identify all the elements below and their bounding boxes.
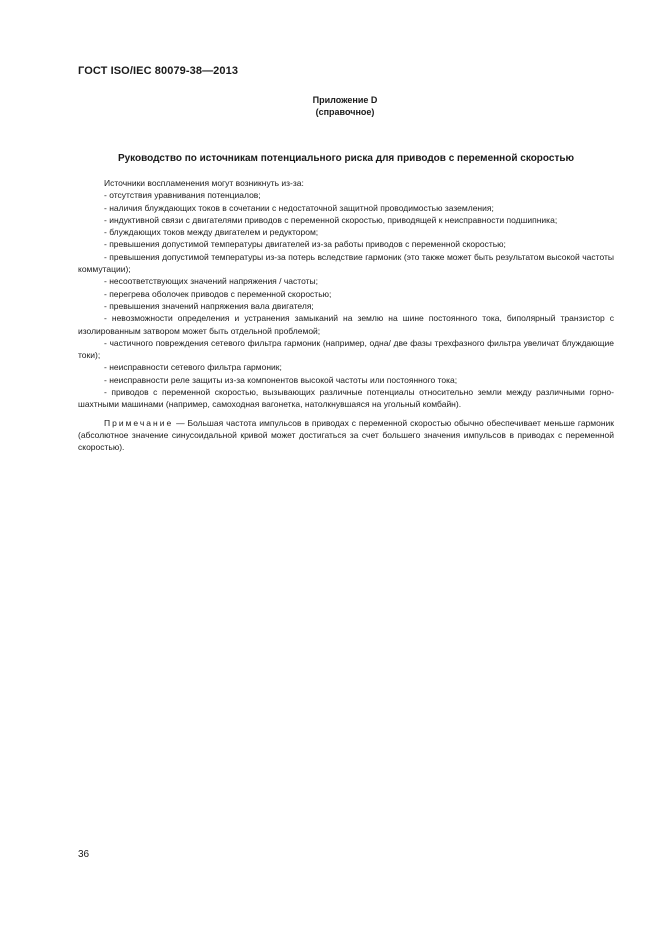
list-item: - невозможности определения и устранения замыканий на землю на шине постоянного тока, биполярный транзистор с изолированным затвором может быть отдельной проблемой; — [78, 313, 614, 336]
list-item: - неисправности реле защиты из-за компонентов высокой частоты или постоянного тока; — [104, 374, 458, 385]
note-text: Большая частота импульсов в приводах с переменной скоростью обычно обеспечивает меньше гармоник (абсолютное значение синусоидальной кривой может достигаться за счет большего значения импульсов в приводах с переменной скоростью). — [78, 417, 615, 453]
list-item: - блуждающих токов между двигателем и редуктором; — [104, 227, 319, 238]
list-item: - перегрева оболочек приводов с переменной скоростью; — [104, 288, 332, 299]
note-label: Примечание — [104, 417, 174, 428]
list-item: - отсутствия уравнивания потенциалов; — [104, 190, 261, 201]
intro-paragraph: Источники воспламенения могут возникнуть из-за: — [104, 178, 304, 188]
list-item: - превышения допустимой температуры двигателей из-за работы приводов с переменной скоростью; — [104, 239, 506, 250]
list-item: - наличия блуждающих токов в сочетании с недостаточной защитной проводимостью заземления; — [104, 202, 494, 213]
appendix-label: Приложение D — [312, 95, 378, 105]
note-paragraph — [78, 417, 614, 454]
page-number: 36 — [78, 849, 90, 860]
section-title: Руководство по источникам потенциального риска для приводов с переменной скоростью — [117, 153, 575, 164]
list-item: - индуктивной связи с двигателями приводов с переменной скоростью, приводящей к неисправности подшипника; — [104, 214, 558, 225]
appendix-type: (справочное) — [315, 107, 375, 117]
list-item: - частичного повреждения сетевого фильтра гармоник (например, одна/ две фазы трехфазного фильтра увеличат блуждающие токи); — [78, 337, 614, 361]
list-item: - неисправности сетевого фильтра гармоник; — [104, 362, 282, 373]
document-header: ГОСТ ISO/IEC 80079-38—2013 — [78, 65, 239, 77]
note-dash: — — [173, 417, 188, 428]
list-item: - превышения значений напряжения вала двигателя; — [104, 300, 314, 311]
list-item: - приводов с переменной скоростью, вызывающих различные потенциалы относительно земли между различными горно-шахтными машинами (например, самоходная вагонетка, натолкнувшаяся на угольный комбайн). — [78, 387, 614, 410]
list-item: - несоответствующих значений напряжения / частоты; — [104, 276, 318, 287]
appendix-heading — [300, 94, 390, 118]
list-item: - превышения допустимой температуры из-за потерь вследствие гармоник (это также может быть результатом высокой частоты коммутации); — [78, 251, 614, 275]
body-text — [78, 177, 614, 454]
